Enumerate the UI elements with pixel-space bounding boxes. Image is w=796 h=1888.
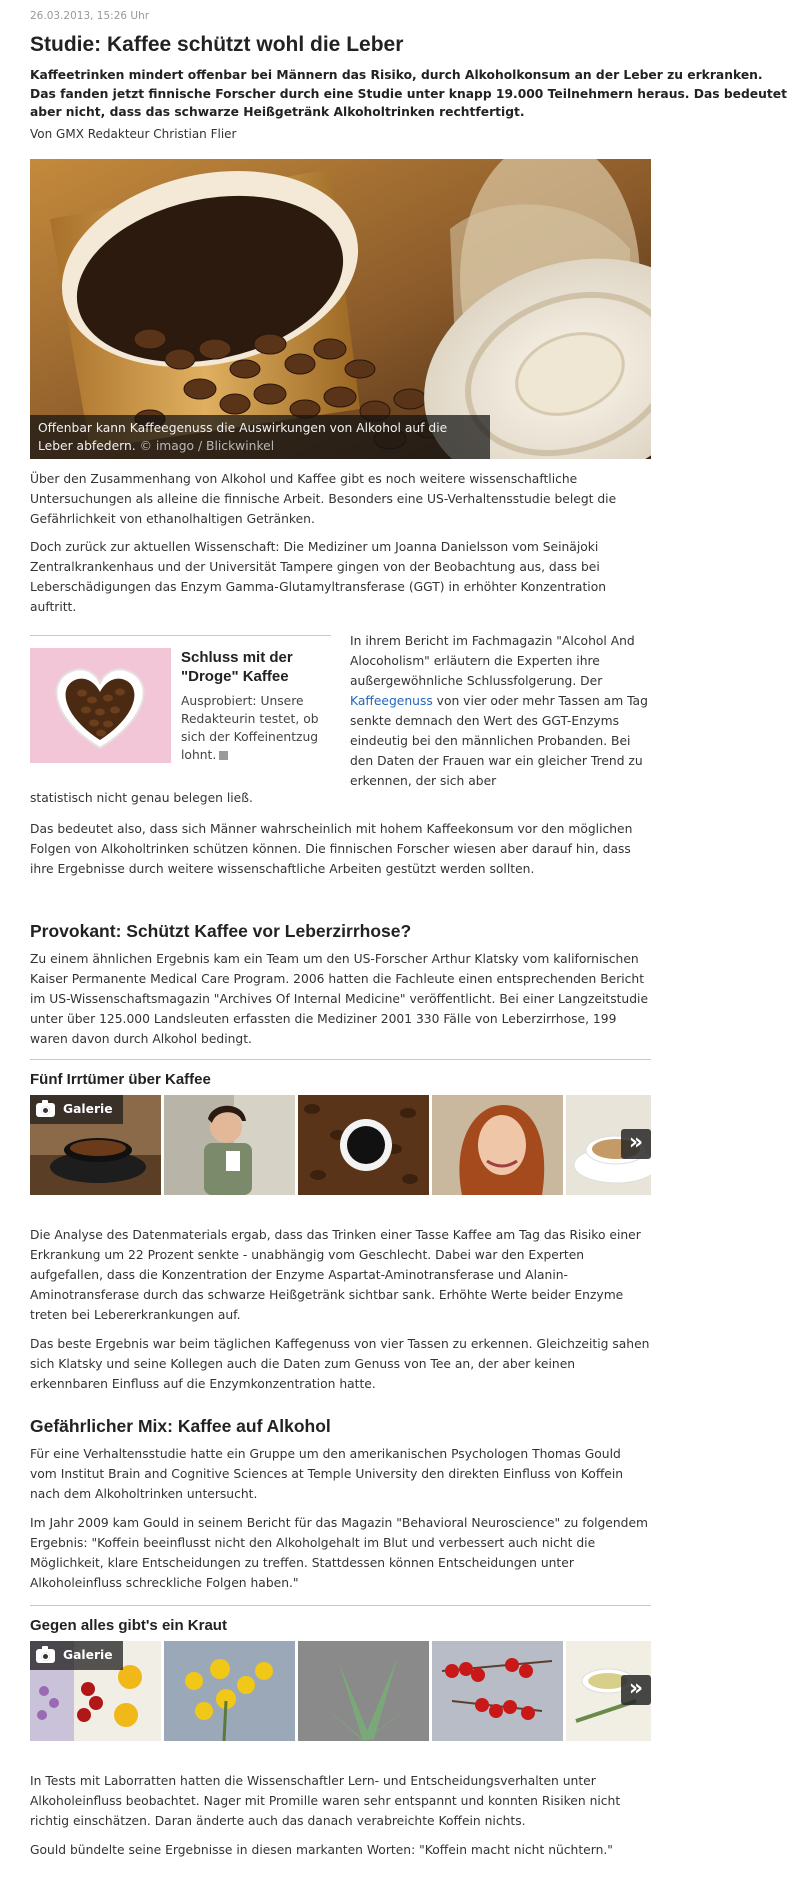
camera-icon bbox=[36, 1103, 55, 1117]
gallery-1-divider bbox=[30, 1059, 651, 1060]
gallery-2-badge[interactable] bbox=[30, 1641, 123, 1670]
paragraph-5: Zu einem ähnlichen Ergebnis kam ein Team um den US-Forscher Arthur Klatsky vom kalifornischen Kaiser Permanente Medical Care Program. 2006 hatten die Fachleute einen entsprechenden Bericht im US-Wissenschaftsmagazin "Archives Of Internal Medicine" veröffentlicht. Bei einer Langzeitstudie unter über 125.000 Landsleuten erfassten die Mediziner 2001 330 Fälle von Leberzirrhose, 199 waren davon durch Alkohol bedingt. bbox=[30, 952, 649, 1046]
coffee-cup-illustration bbox=[30, 159, 651, 459]
heading-provokant: Provokant: Schützt Kaffee vor Leberzirrhose? bbox=[30, 921, 412, 941]
gallery-2-next-button[interactable]: » bbox=[621, 1675, 651, 1705]
camera-icon bbox=[36, 1649, 55, 1663]
external-link-icon bbox=[219, 751, 228, 760]
paragraph-10: In Tests mit Laborratten hatten die Wissenschaftler Lern- und Entscheidungsverhalten unter Alkoholeinfluss beobachtet. Nager mit Promille waren sehr entspannt und konnten Risiken nicht richtig einschätzen. Daran änderte auch das danach verabreichte Koffein nichts. bbox=[30, 1774, 621, 1828]
gallery-thumb-red-berries[interactable] bbox=[432, 1641, 563, 1741]
article-date: 26.03.2013, 15:26 Uhr bbox=[30, 10, 150, 22]
gallery-kaffee[interactable] bbox=[30, 1095, 651, 1195]
hero-caption-text: Offenbar kann Kaffeegenuss die Auswirkungen von Alkohol auf die Leber abfedern. bbox=[38, 421, 448, 453]
paragraph-3 bbox=[350, 631, 651, 791]
hero-caption bbox=[30, 415, 490, 459]
related-teaser[interactable] bbox=[30, 648, 330, 765]
paragraph-8: Für eine Verhaltensstudie hatte ein Gruppe um den amerikanischen Psychologen Thomas Gould vom Institut Brain and Cognitive Sciences at Temple University den direkten Einfluss von Koffein nach dem Alkoholtrinken untersucht. bbox=[30, 1447, 624, 1501]
hero-image[interactable] bbox=[30, 159, 651, 459]
gallery-thumb-yellow-flowers[interactable] bbox=[164, 1641, 295, 1741]
heart-coffee-beans-image[interactable] bbox=[30, 648, 171, 763]
heading-gefaehrlicher-mix: Gefährlicher Mix: Kaffee auf Alkohol bbox=[30, 1416, 331, 1436]
paragraph-7: Das beste Ergebnis war beim täglichen Kaffegenuss von vier Tassen zu erkennen. Gleichzeitig sahen sich Klatsky und seine Kollegen auch die Daten zum Genuss von Tee an, der aber keinen erkennbaren Einfluss auf die Enzymkonzentration hatte. bbox=[30, 1337, 650, 1391]
teaser-title[interactable]: Schluss mit der "Droge" Kaffee bbox=[181, 649, 293, 685]
paragraph-6: Die Analyse des Datenmaterials ergab, dass das Trinken einer Tasse Kaffee am Tag das Risiko einer Erkrankung um 22 Prozent senkte - unabhängig vom Geschlecht. Dabei war den Experten aufgefallen, dass die Konzentration der Enzyme Aspartat-Aminotransferase und Alanin-Aminotransferase durch das schwarze Heißgetränk sichtbar sank. Erhöhte Werte beider Enzyme treten bei Lebererkrankungen auf. bbox=[30, 1228, 641, 1322]
gallery-thumb-aloe[interactable] bbox=[298, 1641, 429, 1741]
paragraph-2: Doch zurück zur aktuellen Wissenschaft: Die Mediziner um Joanna Danielsson vom Seinäjoki Zentralkrankenhaus und der Universität Tampere gingen von der Beobachtung aus, dass bei Leberschädigungen das Enzym Gamma-Glutamyltransferase (GGT) in erhöhter Konzentration auftritt. bbox=[30, 540, 607, 614]
paragraph-1: Über den Zusammenhang von Alkohol und Kaffee gibt es noch weitere wissenschaftliche Untersuchungen als alleine die finnische Arbeit. Besonders eine US-Verhaltensstudie belegt die Gefährlichkeit von ethanolhaltigen Getränken. bbox=[30, 472, 617, 526]
paragraph-3-start: In ihrem Bericht im Fachmagazin "Alcohol And Alocoholism" erläutern die Experten ihre außergewöhnliche Schlussfolgerung. Der bbox=[350, 634, 635, 688]
gallery-2-badge-label: Galerie bbox=[63, 1648, 113, 1662]
gallery-2-title[interactable]: Gegen alles gibt's ein Kraut bbox=[30, 1617, 227, 1634]
paragraph-11: Gould bündelte seine Ergebnisse in diesen markanten Worten: "Koffein macht nicht nüchtern." bbox=[30, 1843, 613, 1857]
paragraph-3-tail: statistisch nicht genau belegen ließ. bbox=[30, 791, 253, 805]
gallery-1-badge[interactable] bbox=[30, 1095, 123, 1124]
gallery-thumb-coffee-beans[interactable] bbox=[298, 1095, 429, 1195]
gallery-1-badge-label: Galerie bbox=[63, 1102, 113, 1116]
article-title: Studie: Kaffee schützt wohl die Leber bbox=[30, 33, 404, 56]
gallery-kraut[interactable] bbox=[30, 1641, 651, 1741]
article-author: Von GMX Redakteur Christian Flier bbox=[30, 127, 237, 141]
article-lead: Kaffeetrinken mindert offenbar bei Männern das Risiko, durch Alkoholkonsum an der Leber zu erkranken. Das fanden jetzt finnische Forscher durch eine Studie unter knapp 19.000 Teilnehmern heraus. Das bedeutet aber nicht, dass das schwarze Heißgetränk Alkoholtrinken rechtfertigt. bbox=[30, 68, 787, 119]
teaser-text[interactable] bbox=[181, 692, 331, 764]
teaser-text-label: Ausprobiert: Unsere Redakteurin testet, ob sich der Koffeinentzug lohnt. bbox=[181, 694, 319, 762]
gallery-thumb-woman-portrait[interactable] bbox=[432, 1095, 563, 1195]
paragraph-4: Das bedeutet also, dass sich Männer wahrscheinlich mit hohem Kaffeekonsum vor den möglichen Folgen von Alkoholtrinken schützen können. Die finnischen Forscher wiesen aber darauf hin, dass ihre Ergebnisse durch weitere wissenschaftliche Arbeiten gestützt werden sollten. bbox=[30, 822, 633, 876]
teaser-divider bbox=[30, 635, 331, 636]
paragraph-9: Im Jahr 2009 kam Gould in seinem Bericht für das Magazin "Behavioral Neuroscience" zu folgendem Ergebnis: "Koffein beeinflusst nicht den Alkoholgehalt im Blut und verbessert auch nicht die Möglichkeit, klare Entscheidungen zu treffen. Stattdessen können Entscheidungen unter Alkoholeinfluss schreckliche Folgen haben." bbox=[30, 1516, 649, 1590]
gallery-thumb-woman-drinking[interactable] bbox=[164, 1095, 295, 1195]
gallery-1-title[interactable]: Fünf Irrtümer über Kaffee bbox=[30, 1071, 211, 1088]
kaffeegenuss-link[interactable]: Kaffeegenuss bbox=[350, 694, 433, 708]
gallery-1-next-button[interactable]: » bbox=[621, 1129, 651, 1159]
hero-credit: © imago / Blickwinkel bbox=[139, 439, 275, 453]
gallery-2-divider bbox=[30, 1605, 651, 1606]
paragraph-3-end: von vier oder mehr Tassen am Tag senkte demnach den Wert des GGT-Enzyms eindeutig bei den männlichen Probanden. Bei den Daten der Frauen war ein gleicher Trend zu erkennen, der sich aber bbox=[350, 694, 648, 788]
